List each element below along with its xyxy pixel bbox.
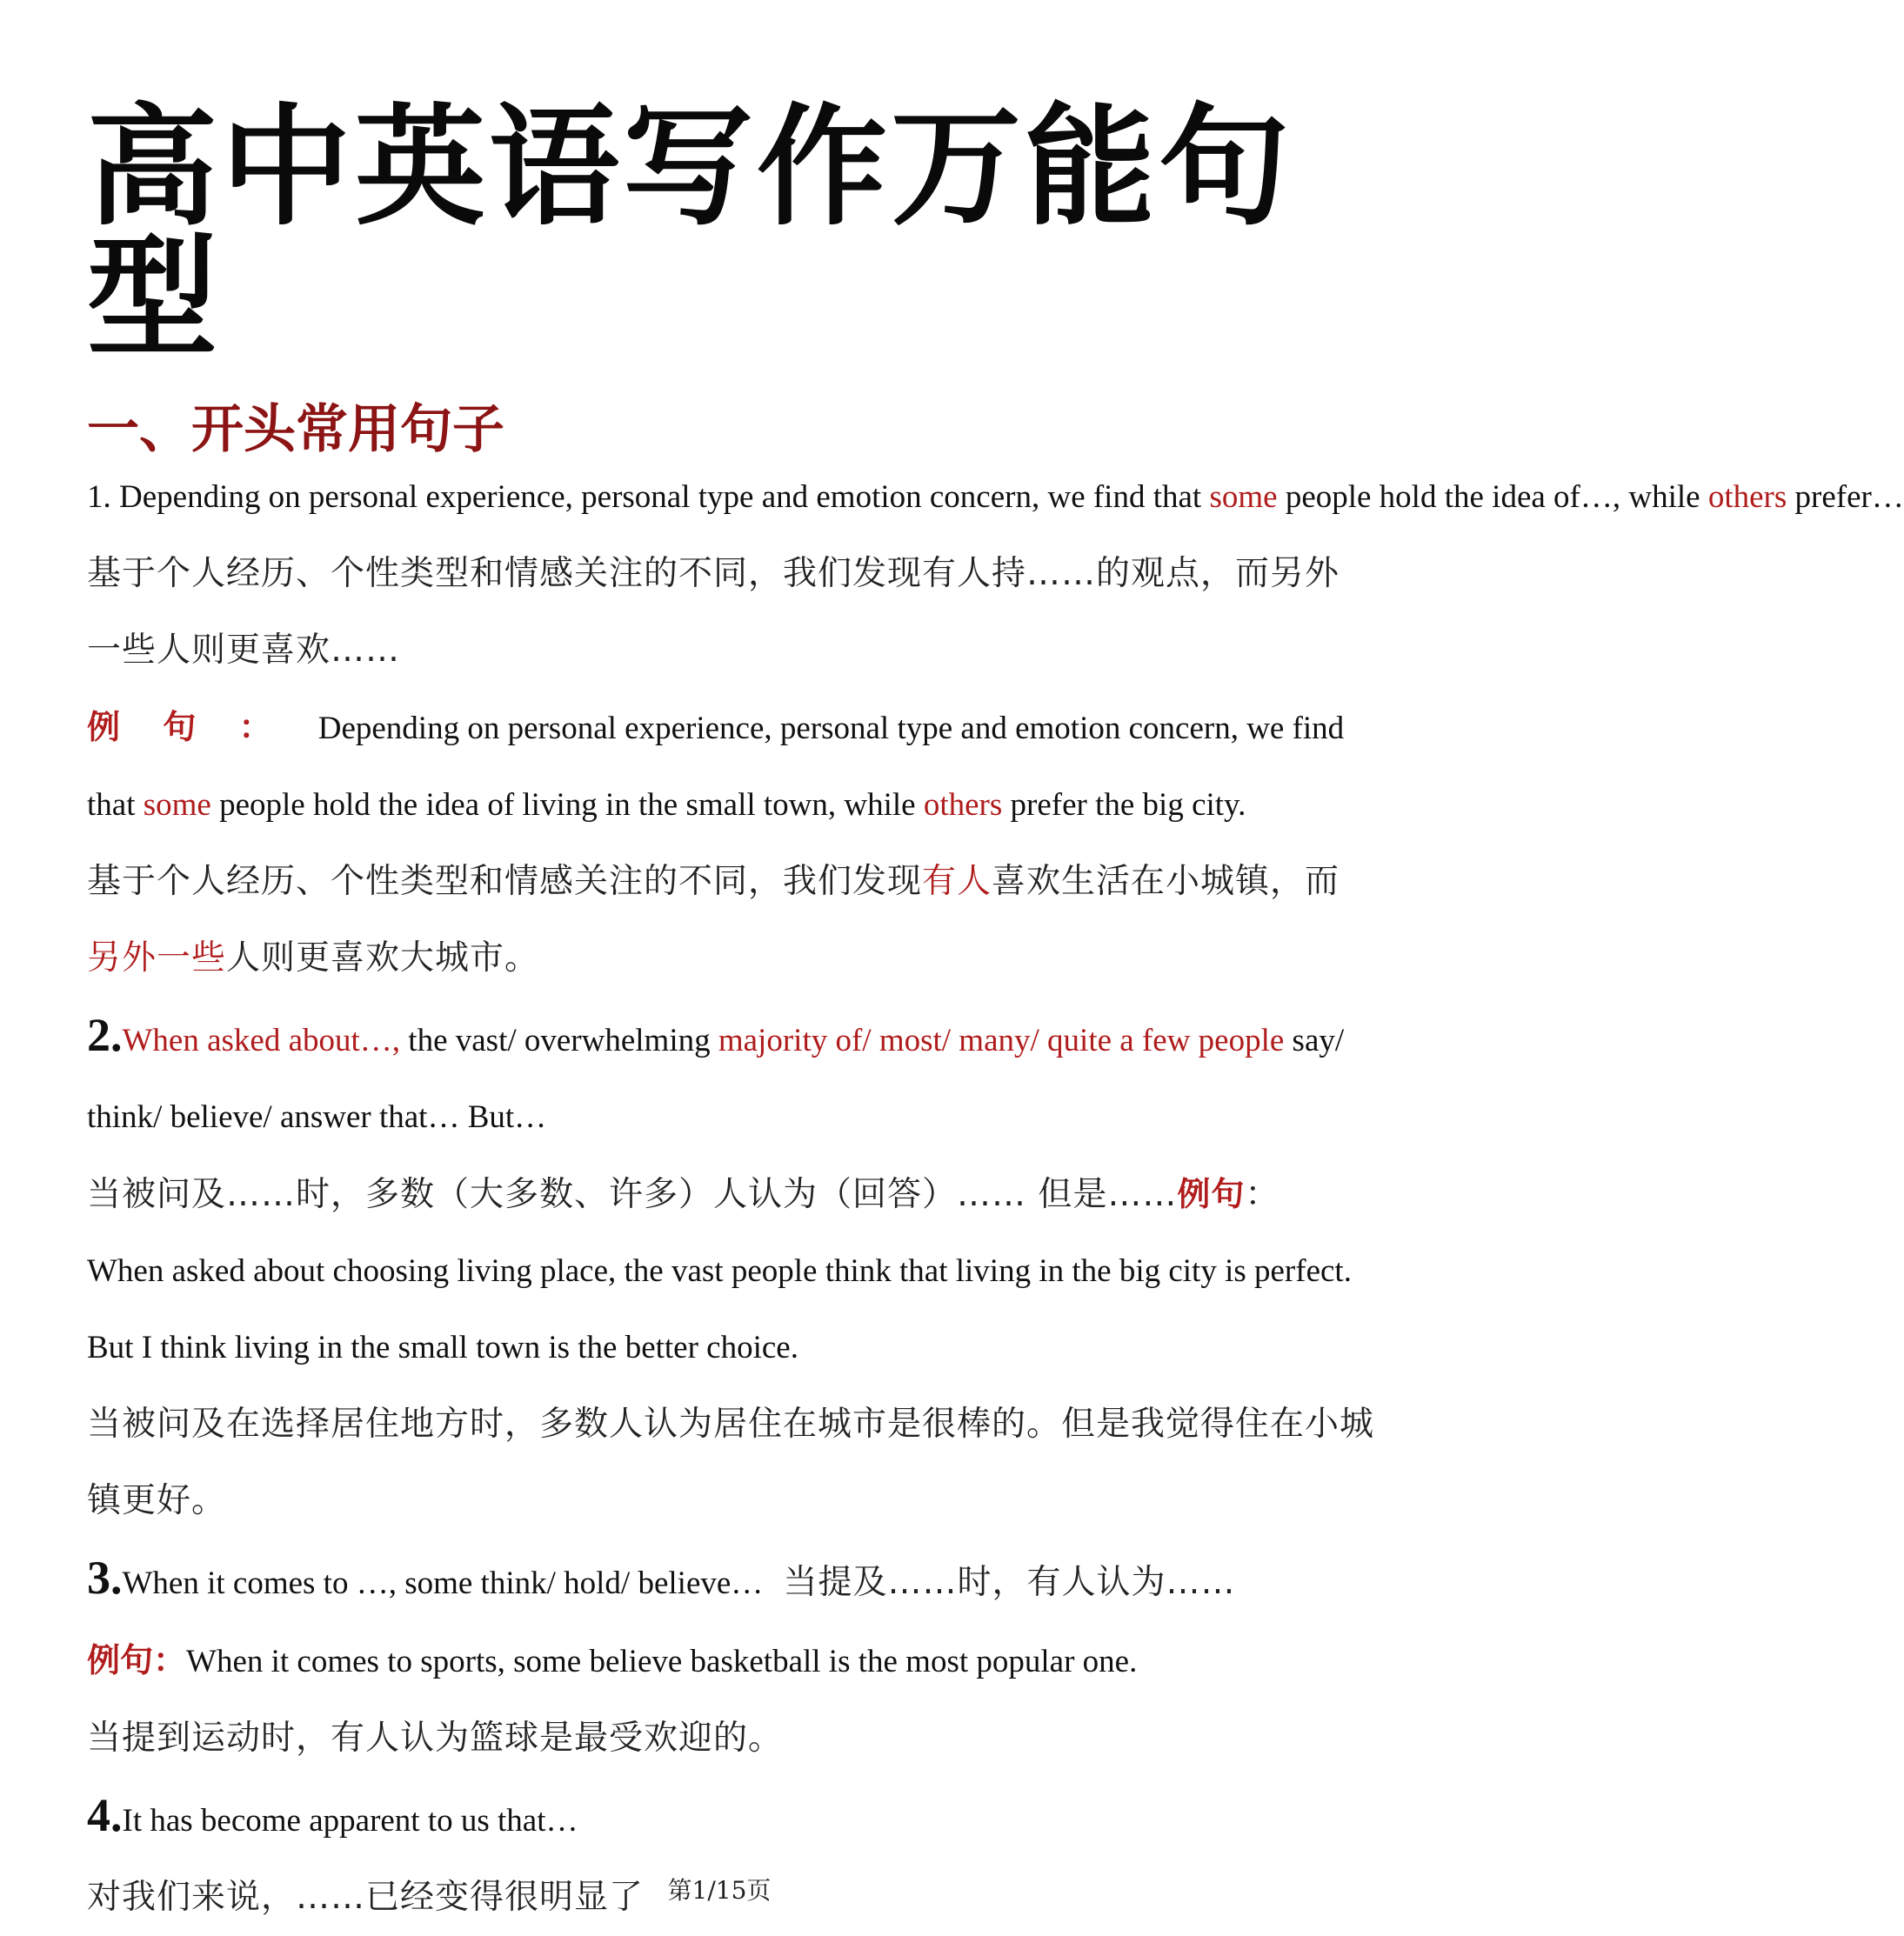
item-4-en [87, 1777, 1374, 1859]
example-colon: ： [1245, 1175, 1280, 1214]
example-zh-text: 基于个人经历、个性类型和情感关注的不同，我们发现 [87, 862, 923, 901]
document-page [87, 0, 1904, 1936]
example-label: 例 句 ： [87, 708, 288, 746]
highlight-youren: 有人 [922, 862, 992, 901]
highlight-some: some [143, 787, 211, 823]
example-en-text: When it comes to sports, some believe basketball is the most popular one. [186, 1644, 1138, 1679]
example-en-text: Depending on personal experience, personal type and emotion concern, we find that [87, 711, 1345, 823]
item-2-en-text: the vast/ overwhelming [408, 1023, 711, 1058]
highlight-when-asked: When asked about…, [122, 1023, 401, 1058]
item-1 [87, 459, 1904, 997]
item-2-en [87, 997, 1374, 1156]
item-1-en-text: Depending on personal experience, personal type and emotion concern, we find that [119, 479, 1202, 515]
item-2-example-translation: 当被问及在选择居住地方时，多数人认为居住在城市是很棒的。但是我觉得住在小城镇更好。 [87, 1405, 1375, 1520]
item-1-en-text-3: prefer… [1794, 479, 1904, 515]
item-1-example [87, 689, 1374, 844]
item-number: 3. [87, 1552, 123, 1604]
item-1-en-line-1 [87, 459, 1904, 536]
section-heading: 一、开头常用句子 [87, 399, 504, 460]
highlight-others: others [923, 787, 1003, 823]
highlight-lingwaiyixie: 另外一些 [87, 938, 227, 978]
item-2 [87, 997, 1374, 1539]
item-3-en [87, 1539, 1374, 1622]
highlight-others: others [1707, 479, 1787, 515]
highlight-some: some [1209, 479, 1278, 515]
item-3-en-text: When it comes to …, some think/ hold/ believe… [122, 1565, 764, 1601]
item-2-zh-text: 当被问及……时，多数（大多数、许多）人认为（回答）…… 但是…… [87, 1175, 1178, 1214]
item-4 [87, 1777, 1374, 1936]
item-1-example-translation [87, 844, 1374, 997]
item-1-translation: 基于个人经历、个性类型和情感关注的不同，我们发现有人持……的观点，而另外一些人则更喜欢…… [87, 554, 1340, 670]
item-number: 1. [87, 479, 111, 515]
item-4-en-text: It has become apparent to us that… [122, 1803, 578, 1839]
item-number: 4. [87, 1789, 123, 1841]
example-zh-text-3: 人则更喜欢大城市。 [226, 938, 540, 978]
item-3-example-translation: 当提到运动时，有人认为篮球是最受欢迎的。 [87, 1719, 784, 1758]
highlight-majority: majority of/ most/ many/ quite a few people [718, 1023, 1285, 1058]
item-2-example-en: When asked about choosing living place, the vast people think that living in the big city is perfect. But I think living in the small town is the better choice. [87, 1253, 1352, 1365]
example-zh-text-2: 喜欢生活在小城镇，而 [992, 862, 1340, 901]
item-number: 2. [87, 1009, 123, 1061]
example-en-text-3: prefer the big city. [1010, 787, 1246, 823]
item-2-en-text-2: say/ think/ believe/ answer that… But… [87, 1023, 1345, 1135]
page-title: 高中英语写作万能句型 [87, 92, 1293, 374]
item-3-example [87, 1622, 1374, 1700]
item-2-translation [87, 1156, 1374, 1233]
item-3 [87, 1539, 1374, 1777]
page-number: 第1/15页 [667, 1876, 772, 1905]
example-label: 例句 [1177, 1175, 1246, 1213]
item-4-translation: 对我们来说，……已经变得很明显了 [87, 1878, 645, 1917]
item-3-translation: 当提及……时，有人认为…… [783, 1563, 1236, 1602]
example-en-text-2: people hold the idea of living in the small town, while [219, 787, 916, 823]
example-label: 例句： [87, 1641, 187, 1679]
item-1-en-text-2: people hold the idea of…, while [1285, 479, 1700, 515]
